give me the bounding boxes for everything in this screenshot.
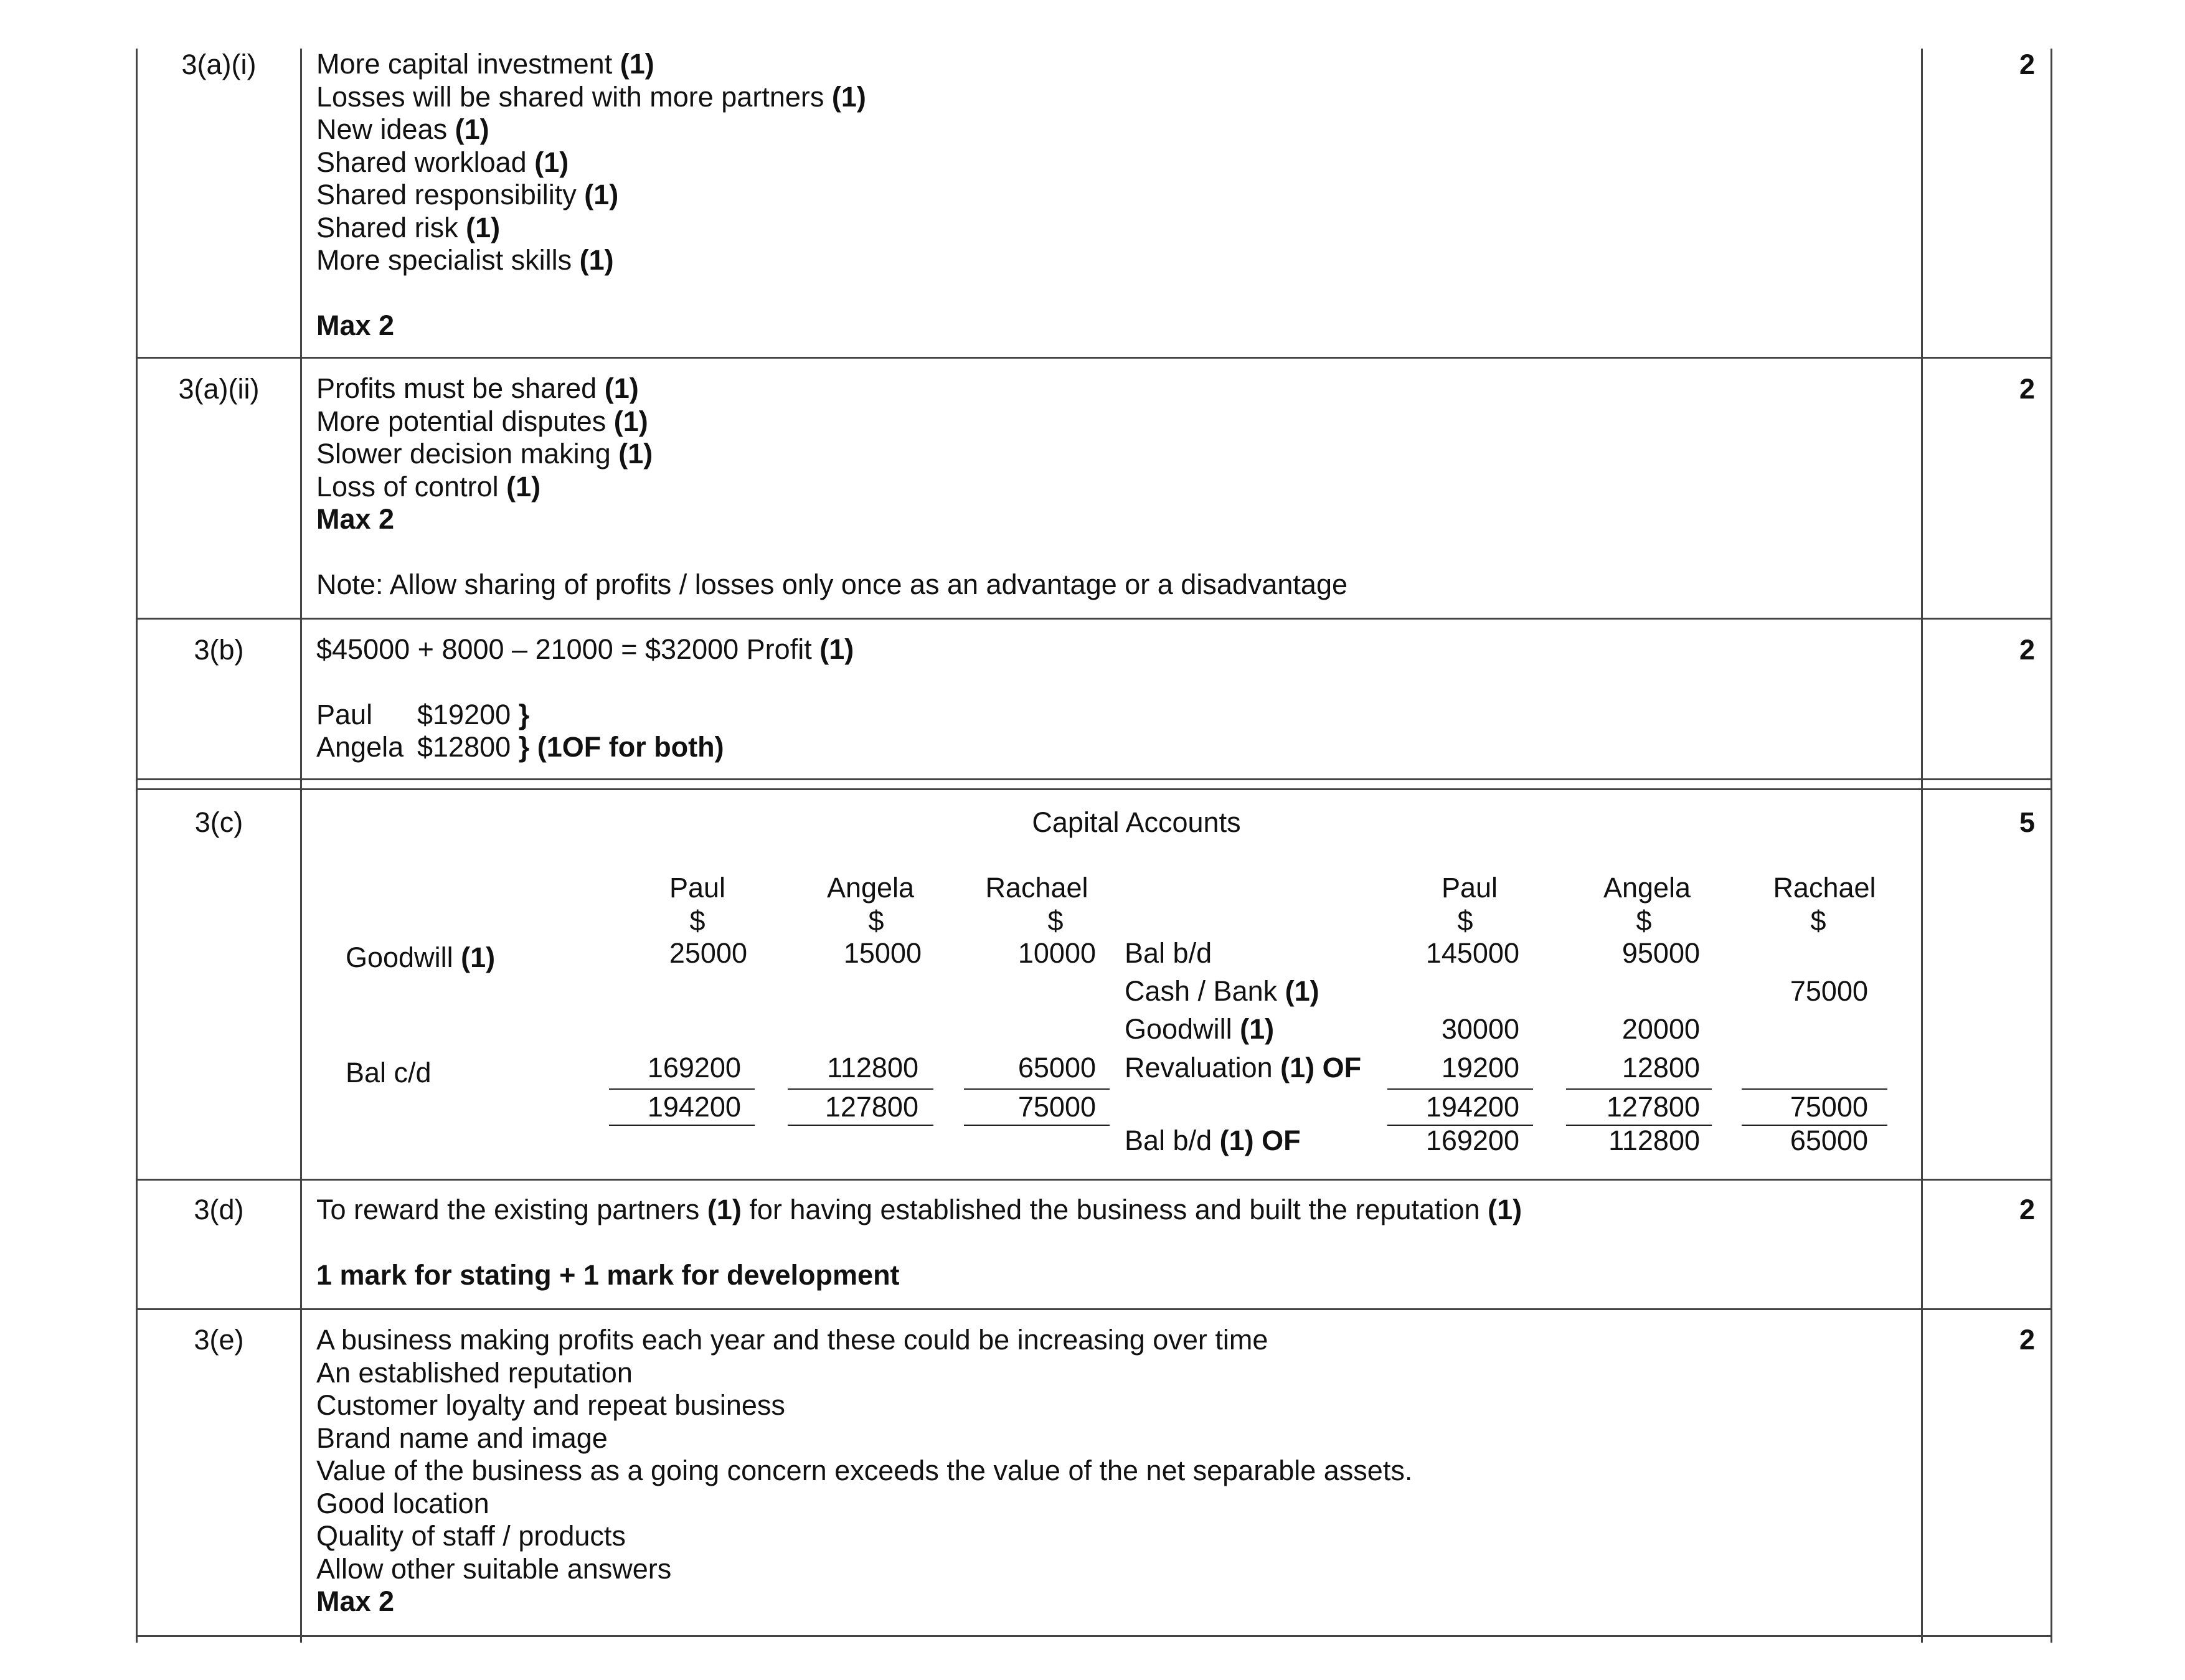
credit-value: 19200	[1441, 1052, 1519, 1083]
question-label: 3(b)	[194, 634, 244, 666]
header-rachael: Rachael	[985, 872, 1088, 904]
total-rule	[609, 1125, 755, 1126]
credit-total: 75000	[1790, 1091, 1868, 1123]
answer-content	[316, 633, 854, 764]
balance-value: 112800	[1608, 1125, 1700, 1156]
header-paul: Paul	[1441, 872, 1498, 904]
marking-guidance: 1 mark for stating + 1 mark for development	[316, 1258, 900, 1291]
debit-value: 65000	[1017, 1052, 1096, 1083]
debit-value: 15000	[843, 937, 922, 969]
debit-label-bal-cd: Bal c/d	[346, 1057, 432, 1088]
answer-line: Value of the business as a going concern exceeds the value of the net separable assets.	[316, 1455, 1413, 1486]
question-label: 3(d)	[194, 1194, 244, 1225]
row-divider	[136, 357, 2052, 359]
table-bottom-border	[136, 1635, 2052, 1637]
answer-line: Profits must be shared (1)	[316, 372, 639, 404]
currency-symbol: $	[1810, 905, 1826, 937]
profit-calculation: $45000 + 8000 – 21000 = $32000 Profit (1)	[316, 633, 854, 665]
paul-share: Paul $19200 }	[316, 698, 530, 730]
question-label: 3(c)	[194, 806, 243, 838]
answer-line: A business making profits each year and these could be increasing over time	[316, 1324, 1268, 1356]
answer-content	[316, 372, 1347, 601]
answer-line: Slower decision making (1)	[316, 438, 653, 470]
answer-content	[316, 1324, 1412, 1618]
max-marks-note: Max 2	[316, 1585, 395, 1617]
question-label: 3(e)	[194, 1324, 244, 1356]
credit-value: 95000	[1621, 937, 1700, 969]
total-rule	[964, 1088, 1110, 1090]
ledger-title: Capital Accounts	[1032, 806, 1241, 838]
credit-total: 194200	[1425, 1091, 1519, 1123]
debit-total: 127800	[824, 1091, 918, 1123]
currency-symbol: $	[1047, 905, 1064, 937]
total-rule	[964, 1125, 1110, 1126]
answer-content	[316, 1194, 1522, 1291]
max-marks-note: Max 2	[316, 503, 395, 535]
header-paul: Paul	[669, 872, 726, 904]
header-angela: Angela	[826, 872, 915, 904]
answer-line: New ideas (1)	[316, 113, 489, 145]
credit-value: 12800	[1621, 1052, 1700, 1083]
total-rule	[1387, 1088, 1533, 1090]
answer-line: More potential disputes (1)	[316, 405, 648, 437]
credit-label-revaluation: Revaluation (1) OF	[1125, 1052, 1362, 1083]
answer-line: Brand name and image	[316, 1422, 608, 1454]
credit-label-bal-bd-closing: Bal b/d (1) OF	[1125, 1125, 1301, 1156]
debit-value: 10000	[1017, 937, 1096, 969]
table-left-border	[136, 49, 138, 1643]
answer-line: Shared workload (1)	[316, 146, 569, 178]
debit-total: 194200	[647, 1091, 741, 1123]
credit-total: 127800	[1606, 1091, 1700, 1123]
marks-value: 2	[2019, 1194, 2036, 1225]
examiner-note: Note: Allow sharing of profits / losses only once as an advantage or a disadvantage	[316, 568, 1348, 600]
balance-value: 65000	[1790, 1125, 1868, 1156]
marks-value: 2	[2019, 49, 2036, 80]
answer-line: Losses will be shared with more partners (1)	[316, 80, 866, 113]
row-divider	[136, 788, 2052, 790]
currency-symbol: $	[1457, 905, 1473, 937]
total-rule	[788, 1125, 933, 1126]
question-label: 3(a)(ii)	[178, 373, 260, 405]
debit-value: 112800	[827, 1052, 918, 1083]
angela-share: Angela $12800 } (1OF for both)	[316, 731, 724, 763]
answer-line: Loss of control (1)	[316, 470, 541, 503]
table-col-divider-1	[300, 49, 302, 1643]
debit-label-goodwill: Goodwill (1)	[346, 941, 496, 973]
max-marks-note: Max 2	[316, 309, 395, 341]
answer-line: Allow other suitable answers	[316, 1552, 672, 1585]
currency-symbol: $	[689, 905, 706, 937]
credit-label-goodwill: Goodwill (1)	[1125, 1013, 1275, 1045]
credit-label-cash-bank: Cash / Bank (1)	[1125, 975, 1319, 1007]
marks-value: 2	[2019, 373, 2036, 405]
row-divider	[136, 778, 2052, 780]
debit-total: 75000	[1017, 1091, 1096, 1123]
answer-line: Quality of staff / products	[316, 1520, 626, 1552]
marks-value: 2	[2019, 1324, 2036, 1356]
answer-content	[316, 48, 866, 342]
credit-value: 145000	[1425, 937, 1519, 969]
currency-symbol: $	[868, 905, 884, 937]
credit-label-bal-bd: Bal b/d	[1125, 937, 1212, 969]
marks-value: 5	[2019, 806, 2036, 838]
answer-line: Good location	[316, 1487, 489, 1519]
table-right-border	[2051, 49, 2052, 1643]
header-rachael: Rachael	[1773, 872, 1876, 904]
table-col-divider-2	[1921, 49, 1923, 1643]
debit-value: 25000	[669, 937, 747, 969]
total-rule	[788, 1088, 933, 1090]
credit-value: 30000	[1441, 1013, 1519, 1045]
row-divider	[136, 1308, 2052, 1310]
answer-line: Customer loyalty and repeat business	[316, 1389, 785, 1421]
answer-line: Shared responsibility (1)	[316, 179, 619, 210]
credit-value: 75000	[1790, 975, 1868, 1007]
answer-line: More specialist skills (1)	[316, 244, 614, 276]
question-label: 3(a)(i)	[181, 49, 257, 80]
total-rule	[1742, 1088, 1887, 1090]
answer-line: To reward the existing partners (1) for having established the business and built the reputation (1)	[316, 1194, 1522, 1225]
answer-line: More capital investment (1)	[316, 48, 654, 80]
currency-symbol: $	[1636, 905, 1652, 937]
debit-value: 169200	[647, 1052, 741, 1083]
row-divider	[136, 618, 2052, 620]
answer-line: Shared risk (1)	[316, 211, 501, 243]
marks-value: 2	[2019, 634, 2036, 666]
balance-value: 169200	[1425, 1125, 1519, 1156]
answer-line: An established reputation	[316, 1356, 633, 1389]
total-rule	[609, 1088, 755, 1090]
header-angela: Angela	[1603, 872, 1691, 904]
total-rule	[1566, 1088, 1712, 1090]
row-divider	[136, 1179, 2052, 1181]
credit-value: 20000	[1621, 1013, 1700, 1045]
